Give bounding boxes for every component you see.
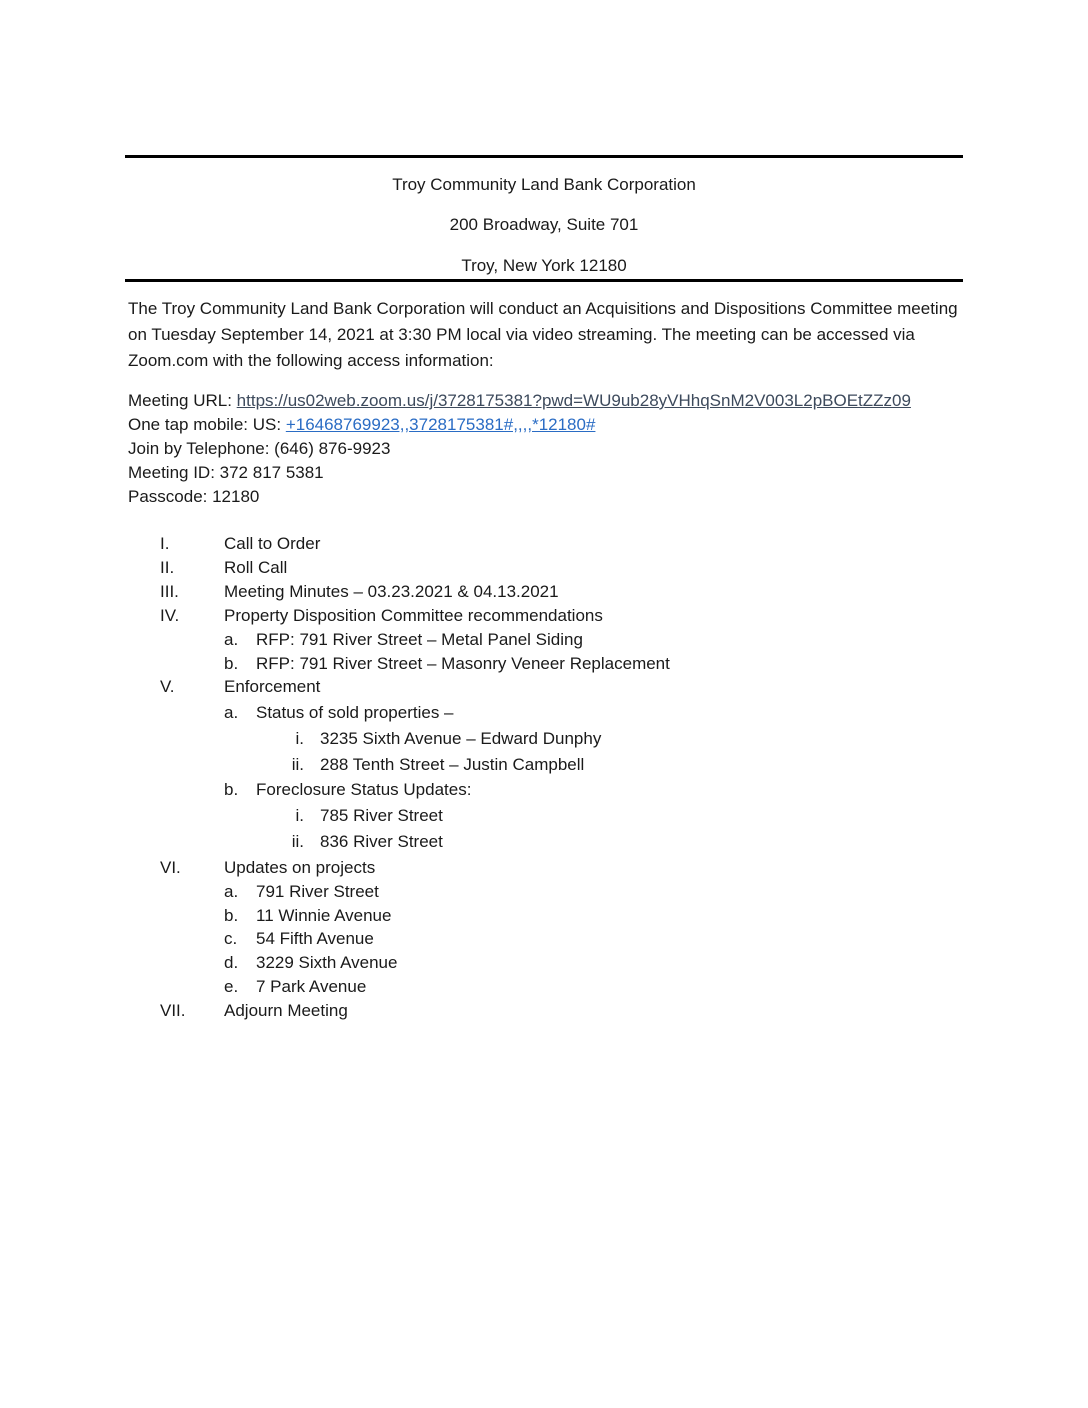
agenda-subnumber: e.	[224, 977, 239, 996]
agenda-subnumber: a.	[224, 703, 239, 722]
telephone-line: Join by Telephone: (646) 876-9923	[128, 439, 391, 458]
agenda-subitem: 3229 Sixth Avenue	[256, 953, 398, 972]
agenda-subsubnumber: i.	[295, 806, 304, 825]
meeting-id-line: Meeting ID: 372 817 5381	[128, 463, 324, 482]
meeting-url-label: Meeting URL:	[128, 391, 237, 410]
agenda-subsubitem: 785 River Street	[320, 806, 443, 825]
agenda-number: IV.	[160, 606, 180, 625]
agenda-number: I.	[160, 534, 170, 553]
header-top-rule	[125, 155, 963, 158]
agenda-number: VI.	[160, 858, 181, 877]
agenda-item-meeting-minutes: Meeting Minutes – 03.23.2021 & 04.13.2021	[224, 582, 559, 601]
one-tap-mobile-link[interactable]: +16468769923,,3728175381#,,,,*12180#	[285, 415, 596, 434]
agenda-subitem: RFP: 791 River Street – Metal Panel Siding	[256, 630, 583, 649]
agenda-subnumber: d.	[224, 953, 239, 972]
agenda-subnumber: a.	[224, 882, 239, 901]
agenda-subnumber: a.	[224, 630, 239, 649]
agenda-number: III.	[160, 582, 179, 601]
meeting-intro-paragraph: The Troy Community Land Bank Corporation will conduct an Acquisitions and Dispositions Committee meeting on Tuesday September 14, 2021 at 3:30 PM local via video streaming. The meeting can be accessed via Zoom.com with the following access information:	[128, 299, 958, 370]
agenda-item-roll-call: Roll Call	[224, 558, 288, 577]
agenda-subitem: 791 River Street	[256, 882, 379, 901]
header-bottom-rule	[125, 279, 963, 282]
passcode-line: Passcode: 12180	[128, 487, 260, 506]
agenda-item-enforcement: Enforcement	[224, 677, 321, 696]
one-tap-mobile-line	[128, 413, 595, 437]
agenda-subsubnumber: ii.	[291, 832, 304, 851]
agenda-subnumber: b.	[224, 780, 239, 799]
agenda-subnumber: b.	[224, 906, 239, 925]
agenda-subsubnumber: i.	[295, 729, 304, 748]
agenda-subsubnumber: ii.	[291, 755, 304, 774]
agenda-subsubitem: 3235 Sixth Avenue – Edward Dunphy	[320, 729, 602, 748]
agenda-item-adjourn-meeting: Adjourn Meeting	[224, 1001, 348, 1020]
agenda-subnumber: c.	[224, 929, 238, 948]
organization-address: 200 Broadway, Suite 701	[449, 215, 639, 234]
agenda-subitem: Status of sold properties –	[256, 703, 454, 722]
meeting-url-line	[128, 389, 911, 413]
organization-city: Troy, New York 12180	[461, 256, 627, 275]
agenda-item-property-disposition: Property Disposition Committee recommendations	[224, 606, 603, 625]
agenda-subsubitem: 288 Tenth Street – Justin Campbell	[320, 755, 585, 774]
meeting-url-link[interactable]: https://us02web.zoom.us/j/3728175381?pwd=WU9ub28yVHhqSnM2V003L2pBOEtZZz09	[236, 391, 911, 410]
agenda-subsubitem: 836 River Street	[320, 832, 443, 851]
agenda-subitem: Foreclosure Status Updates:	[256, 780, 472, 799]
agenda-subnumber: b.	[224, 654, 239, 673]
one-tap-mobile-label: One tap mobile: US:	[128, 415, 286, 434]
agenda-number: VII.	[160, 1001, 186, 1020]
agenda-item-call-to-order: Call to Order	[224, 534, 321, 553]
agenda-subitem: RFP: 791 River Street – Masonry Veneer Replacement	[256, 654, 670, 673]
agenda-subitem: 11 Winnie Avenue	[256, 906, 392, 925]
organization-name: Troy Community Land Bank Corporation	[392, 175, 696, 194]
agenda-subitem: 7 Park Avenue	[256, 977, 367, 996]
agenda-number: II.	[160, 558, 175, 577]
agenda-item-updates-on-projects: Updates on projects	[224, 858, 376, 877]
agenda-subitem: 54 Fifth Avenue	[256, 929, 374, 948]
agenda-number: V.	[160, 677, 175, 696]
